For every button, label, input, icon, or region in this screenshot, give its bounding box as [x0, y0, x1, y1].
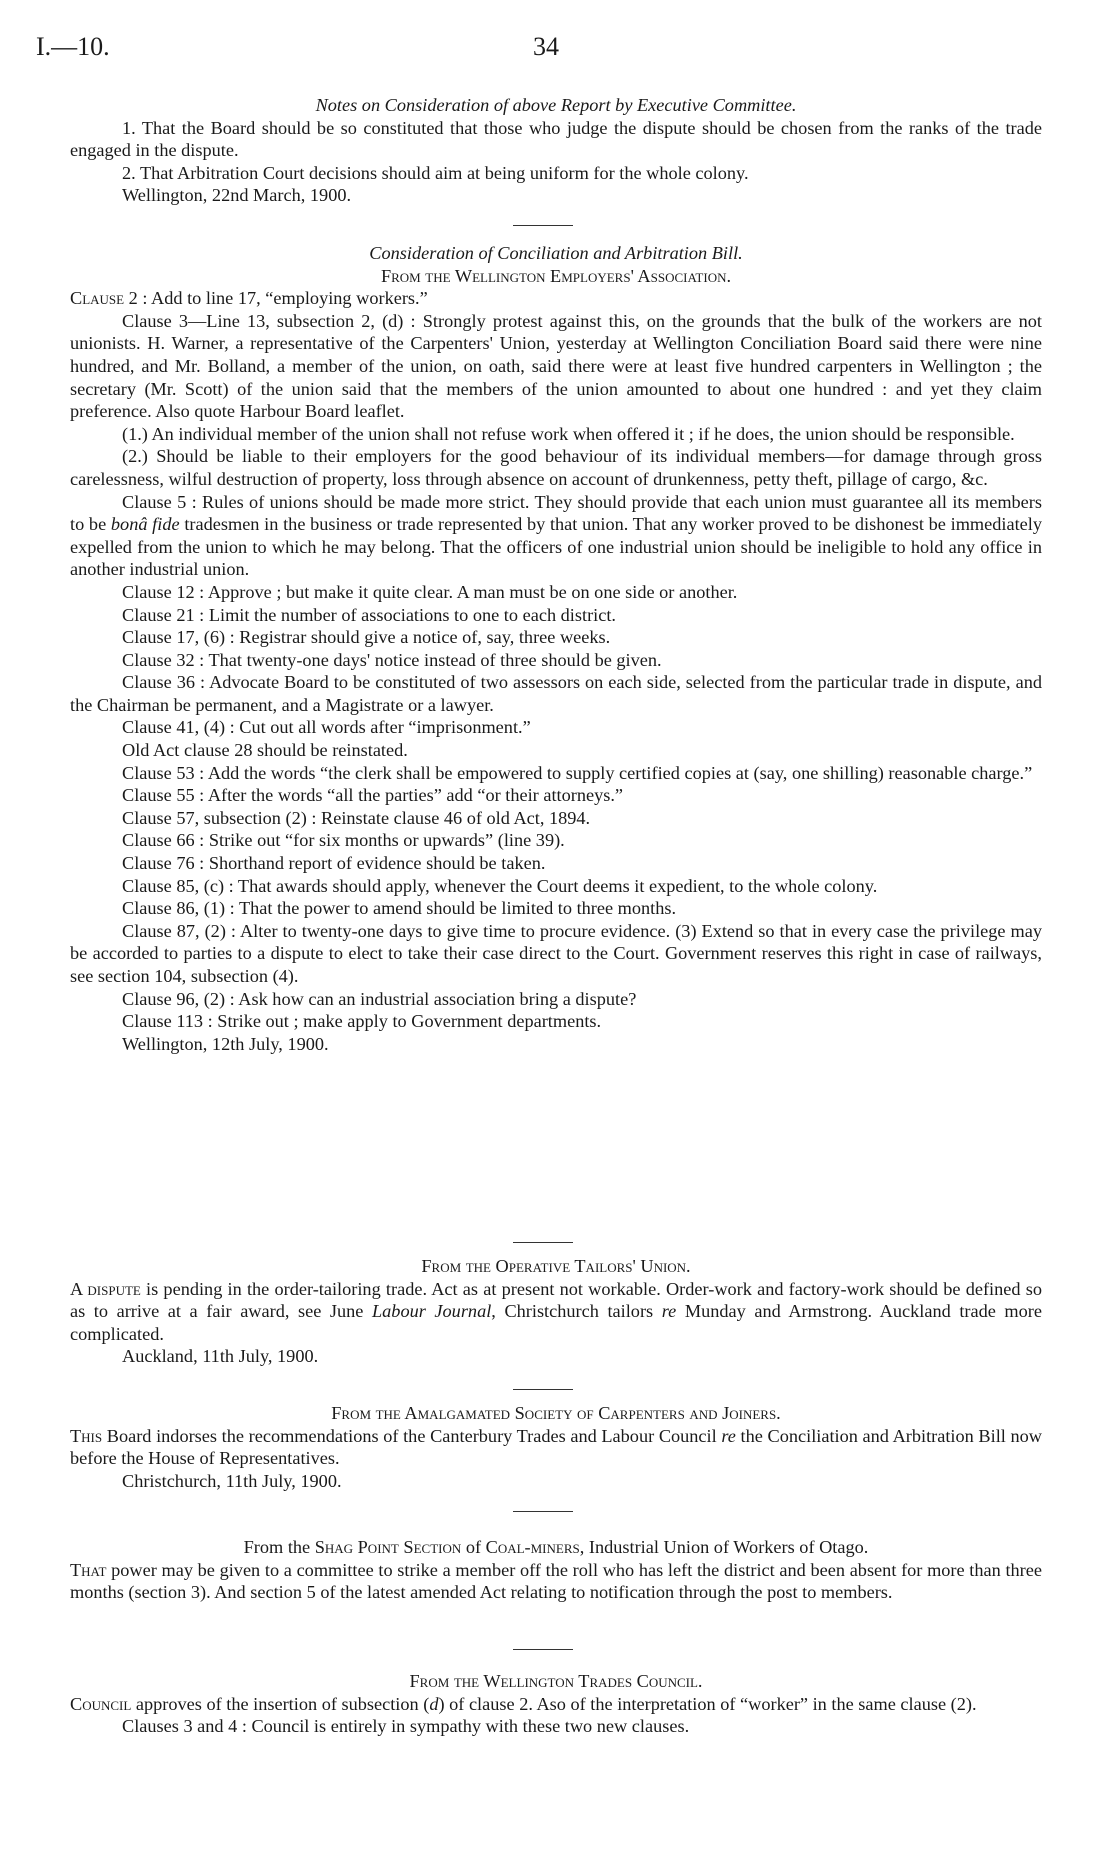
subclause-2: (2.) Should be liable to their employers for the good behaviour of its individual members—for damage through gross carelessness, wilful destruction of property, loss through absence on account of drunkenness, petty theft, pillage of cargo, &c.: [70, 446, 1042, 489]
tailors-text-b: , Christchurch tailors: [491, 1301, 662, 1322]
trades-council-text-a: approves of the insertion of subsection (: [131, 1693, 430, 1714]
page-number: 34: [533, 32, 559, 61]
carpenters-text-b: the Conciliation and Arbitration Bill now before the House of Representatives.: [70, 1425, 1042, 1469]
clause-item: Clause 85, (c) : That awards should apply, whenever the Court deems it expedient, to the whole colony.: [122, 875, 878, 896]
coalminers-from-heading: [70, 1536, 1042, 1559]
carpenters-signoff: Christchurch, 11th July, 1900.: [122, 1470, 342, 1491]
trades-council-section: [70, 1670, 1042, 1738]
notes-item: 2. That Arbitration Court decisions should aim at being uniform for the whole colony.: [122, 162, 749, 183]
coalminers-from-a: From the: [243, 1537, 315, 1557]
trades-council-from-heading: [70, 1670, 1042, 1693]
clause-item: Clause 57, subsection (2) : Reinstate clause 46 of old Act, 1894.: [122, 807, 591, 828]
paper-reference: I.—10.: [36, 32, 110, 61]
clause-item: Old Act clause 28 should be reinstated.: [122, 740, 408, 761]
notes-heading: Notes on Consideration of above Report by Executive Committee.: [315, 95, 797, 115]
section-divider: [513, 1389, 573, 1390]
trades-council-from-text: From the Wellington Trades Council.: [409, 1671, 703, 1691]
tailors-italic-re: re: [661, 1301, 677, 1322]
tailors-section: [70, 1255, 1042, 1368]
notes-signoff: Wellington, 22nd March, 1900.: [122, 185, 352, 206]
clause-2-text: 2 : Add to line 17, “employing workers.”: [124, 288, 428, 309]
clause-item: Clause 32 : That twenty-one days' notice instead of three should be given.: [122, 649, 662, 670]
clause-5-paragraph: [70, 491, 1042, 581]
clause-item: Clause 55 : After the words “all the parties” add “or their attorneys.”: [122, 785, 624, 806]
clause-3-paragraph: Clause 3—Line 13, subsection 2, (d) : Strongly protest against this, on the grounds that the bulk of the workers are not unionists. H. Warner, a representative of the Carpenters' Union, yesterday at Wellington Conciliation Board said there were nine hundred, and Mr. Bolland, a member of the union, on oath, said there were at least five hundred carpenters in Wellington ; the secretary (Mr. Scott) of the union said that the members of the union amounted to about one hundred : and yet they claim preference. Also quote Harbour Board leaflet.: [70, 310, 1042, 422]
tailors-text-c: Munday and Armstrong. Auckland trade more complicated.: [70, 1301, 1042, 1344]
coalminers-from-sc1: Shag Point Section: [314, 1537, 462, 1557]
coalminers-from-sc2: Coal-miners: [485, 1537, 580, 1557]
tailors-from-text: From the Operative Tailors' Union.: [421, 1256, 691, 1276]
carpenters-section: [70, 1402, 1042, 1492]
coalminers-paragraph: [70, 1559, 1042, 1604]
carpenters-italic-re: re: [721, 1425, 736, 1446]
section-divider: [513, 1242, 573, 1243]
employers-signoff: Wellington, 12th July, 1900.: [122, 1033, 329, 1054]
trades-council-text-b: ) of clause 2. Aso of the interpretation of “worker” in the same clause (2).: [438, 1693, 977, 1714]
lead-smallcaps: Clause: [70, 288, 125, 309]
lead-smallcaps: Council: [70, 1693, 132, 1714]
employers-from-heading: [70, 265, 1042, 288]
clause-5-text-b: tradesmen in the business or trade represented by that union. That any worker proved to be dishonest be immediately expelled from the union to which he may belong. That the officers of one industrial union should be ineligible to hold any office in another industrial union.: [70, 514, 1043, 580]
subclause-1: (1.) An individual member of the union shall not refuse work when offered it ; if he does, the union should be responsible.: [122, 423, 1015, 444]
clause-item: Clause 36 : Advocate Board to be constituted of two assessors on each side, selected from the particular trade in dispute, and the Chairman be permanent, and a Magistrate or a lawyer.: [70, 672, 1042, 715]
clause-item: Clause 12 : Approve ; but make it quite clear. A man must be on one side or another.: [122, 581, 738, 602]
tailors-text-a: is pending in the order-tailoring trade. Act as at present not workable. Order-work and factory-work should be defined so as to arrive at a fair award, see June: [70, 1278, 1042, 1322]
lead-smallcaps: A dispute: [70, 1278, 141, 1299]
trades-council-italic-d: d: [429, 1693, 439, 1714]
employers-section: [70, 242, 1042, 1055]
clause-item: Clause 17, (6) : Registrar should give a notice of, say, three weeks.: [122, 627, 611, 648]
clause-2-paragraph: [70, 287, 1042, 310]
trades-council-paragraph: [70, 1693, 1042, 1716]
notes-section: [70, 94, 1042, 207]
coalminers-from-b: of: [461, 1537, 486, 1557]
lead-smallcaps: That: [70, 1559, 107, 1580]
clause-item: Clause 76 : Shorthand report of evidence should be taken.: [122, 853, 546, 874]
clause-5-italic: bonâ fide: [110, 514, 180, 535]
clause-item: Clause 96, (2) : Ask how can an industrial association bring a dispute?: [122, 988, 637, 1009]
tailors-italic-journal: Labour Journal: [372, 1301, 492, 1322]
clause-item: Clause 86, (1) : That the power to amend should be limited to three months.: [122, 898, 677, 919]
section-divider: [513, 1511, 573, 1512]
section-divider: [513, 1649, 573, 1650]
coalminers-section: [70, 1536, 1042, 1604]
tailors-paragraph: [70, 1278, 1042, 1346]
coalminers-text: power may be given to a committee to strike a member off the roll who has left the district and been absent for more than three months (section 3). And section 5 of the latest amended Act relating to notification through the post to members.: [70, 1559, 1042, 1603]
clause-item: Clause 66 : Strike out “for six months or upwards” (line 39).: [122, 830, 565, 851]
clause-item: Clause 21 : Limit the number of associations to one to each district.: [122, 604, 616, 625]
section-divider: [513, 225, 573, 226]
clause-item: Clause 113 : Strike out ; make apply to Government departments.: [122, 1011, 602, 1032]
carpenters-from-heading: [70, 1402, 1042, 1425]
tailors-from-heading: [70, 1255, 1042, 1278]
clause-item: Clause 87, (2) : Alter to twenty-one days to give time to procure evidence. (3) Extend so that in every case the privilege may be accorded to parties to a dispute to elect to take their case direct to the Court. Government reserves this right in case of railways, see section 104, subsection (4).: [70, 920, 1042, 986]
coalminers-from-c: , Industrial Union of Workers of Otago.: [579, 1537, 869, 1557]
carpenters-from-text: From the Amalgamated Society of Carpenters and Joiners.: [331, 1403, 781, 1423]
tailors-signoff: Auckland, 11th July, 1900.: [122, 1346, 319, 1367]
clause-item: Clause 53 : Add the words “the clerk shall be empowered to supply certified copies at (say, one shilling) reasonable charge.”: [122, 762, 1033, 783]
carpenters-paragraph: [70, 1425, 1042, 1470]
clause-5-text-a: Clause 5 : Rules of unions should be made more strict. They should provide that each union must guarantee all its members to be: [70, 491, 1042, 535]
carpenters-text-a: Board indorses the recommendations of the Canterbury Trades and Labour Council: [102, 1425, 722, 1446]
clause-item: Clause 41, (4) : Cut out all words after “imprisonment.”: [122, 717, 531, 738]
employers-from-text: From the Wellington Employers' Association.: [380, 265, 732, 286]
notes-item: 1. That the Board should be so constituted that those who judge the dispute should be chosen from the ranks of the trade engaged in the dispute.: [70, 117, 1042, 161]
trades-council-paragraph-2: Clauses 3 and 4 : Council is entirely in sympathy with these two new clauses.: [122, 1716, 690, 1737]
lead-smallcaps: This: [70, 1425, 103, 1446]
bill-heading: Consideration of Conciliation and Arbitration Bill.: [369, 243, 743, 263]
